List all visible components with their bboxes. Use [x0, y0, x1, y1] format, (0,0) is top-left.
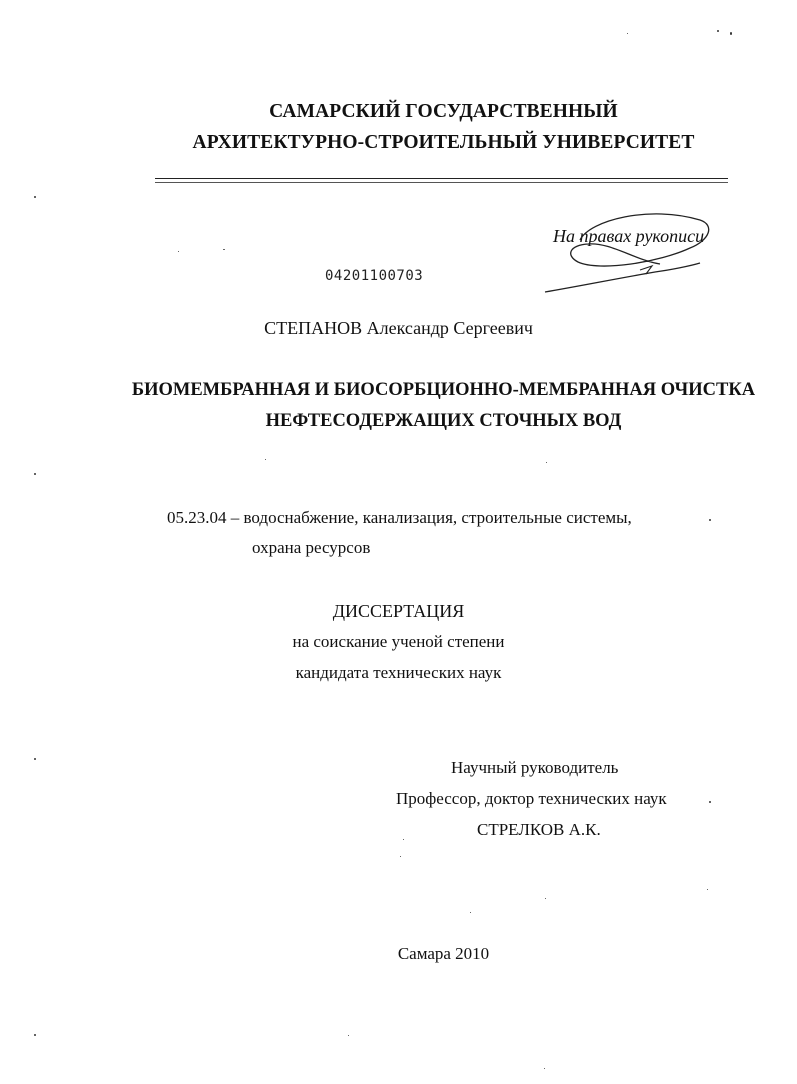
scan-speck: [627, 33, 628, 34]
dissertation-label: ДИССЕРТАЦИЯ: [332, 601, 465, 621]
scan-speck: [34, 473, 36, 475]
scan-speck: [470, 912, 471, 913]
scan-speck: [265, 459, 266, 460]
university-name-line1: САМАРСКИЙ ГОСУДАРСТВЕННЫЙ: [269, 101, 618, 122]
scan-speck: [707, 889, 708, 890]
scan-speck: [403, 839, 404, 840]
scan-speck: [545, 898, 546, 899]
scan-speck: [717, 30, 719, 32]
header-rule-thin: [155, 182, 728, 183]
signature-scribble: [540, 200, 730, 300]
dissertation-degree: кандидата технических наук: [295, 663, 502, 682]
scan-speck: [400, 856, 401, 857]
scan-speck: [546, 462, 547, 463]
scan-speck: [730, 32, 732, 35]
scan-speck: [709, 519, 711, 521]
supervisor-position: Профессор, доктор технических наук: [396, 789, 667, 808]
scan-speck: [178, 251, 179, 252]
scan-speck: [34, 196, 36, 198]
author-name: СТЕПАНОВ Александр Сергеевич: [264, 318, 533, 338]
scan-speck: [709, 801, 711, 803]
specialty-line2: охрана ресурсов: [252, 538, 371, 557]
supervisor-name: СТРЕЛКОВ А.К.: [477, 820, 601, 839]
manuscript-note: На правах рукописи: [553, 226, 705, 246]
thesis-title-line1: БИОМЕМБРАННАЯ И БИОСОРБЦИОННО-МЕМБРАННАЯ ОЧИСТКА: [131, 380, 756, 400]
scan-speck: [223, 249, 225, 250]
header-rule: [155, 178, 728, 179]
university-name-line2: АРХИТЕКТУРНО-СТРОИТЕЛЬНЫЙ УНИВЕРСИТЕТ: [192, 132, 695, 153]
scan-speck: [34, 1034, 36, 1036]
specialty-line1: 05.23.04 – водоснабжение, канализация, строительные системы,: [167, 508, 632, 527]
scan-speck: [34, 758, 36, 760]
thesis-title-line2: НЕФТЕСОДЕРЖАЩИХ СТОЧНЫХ ВОД: [265, 411, 622, 431]
scan-speck: [544, 1068, 545, 1069]
scan-speck: [348, 1035, 349, 1036]
place-year: Самара 2010: [397, 944, 490, 963]
catalog-code: 04201100703: [325, 268, 424, 284]
supervisor-role: Научный руководитель: [451, 758, 619, 777]
dissertation-purpose: на соискание ученой степени: [292, 632, 505, 651]
